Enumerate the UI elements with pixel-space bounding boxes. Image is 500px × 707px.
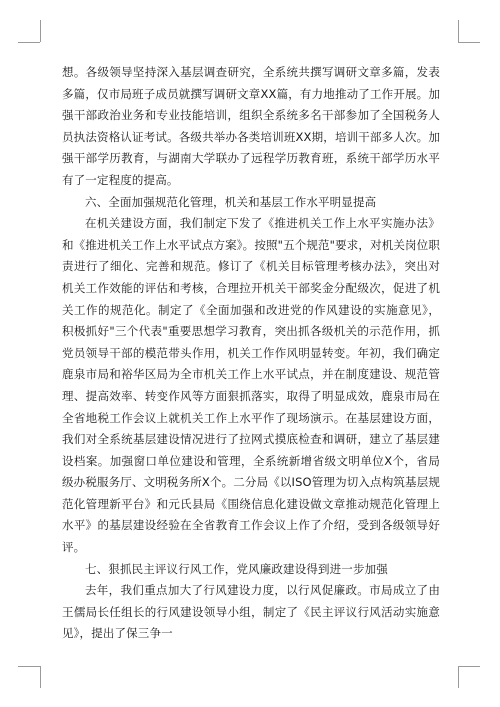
section-heading-7: 七、狠抓民主评议行风工作，党风廉政建设得到进一步加强 xyxy=(85,561,388,576)
paragraph-body: 在机关建设方面，我们制定下发了《推进机关工作上水平实施办法》和《推进机关工作上水平试点方案》。按照"五个规范"要求，对机关岗位职责进行了细化、完善和规范。修订了《机关目标管理考核办法》，突出对机关工作效能的评估和考核，合理拉开机关干部奖金分配级次，促进了机关工作的规范化。制定了《全面加强和改进党的作风建设的实施意见》，积极抓好"三个代表"重要思想学习教育，突出抓各级机关的示范作用，抓党员领导干部的模范带头作用，机关工作作风明显转变。年初，我们确定鹿泉市局和裕华区局为全市机关工作上水平试点，并在制度建设、规范管理、提高效率、转变作风等方面狠抓落实，取得了明显成效，鹿泉市局在全省地税工作会议上就机关工作上水平作了现场演示。在基层建设方面，我们对全系统基层建设情况进行了拉网式摸底检查和调研，建立了基层建设档案。加强窗口单位建设和管理，全系统新增省级文明单位X个，省局级办税服务厅、文明税务所X个。二分局《以ISO管理为切入点构筑基层规范化管理新平台》和元氏县局《围绕信息化建设做文章推动规范化管理上水平》的基层建设经验在全省教育工作会议上作了介绍，受到各级领导好评。 xyxy=(62,216,440,555)
paragraph-continuation: 想。各级领导坚持深入基层调查研究，全系统共撰写调研文章多篇，发表多篇，仅市局班子成员就撰写调研文章XX篇，有力地推动了工作开展。加强干部政治业务和专业技能培训，组织全系统多名干部参加了全国税务人员执法资格认证考试。各级共举办各类培训班XX期，培训干部多人次。加强干部学历教育，与湖南大学联办了远程学历教育班，系统干部学历水平有了一定程度的提高。 xyxy=(62,65,440,187)
paragraph-body: 去年，我们重点加大了行风建设力度，以行风促廉政。市局成立了由王儒局长任组长的行风建设领导小组，制定了《民主评议行风活动实施意见》，提出了保三争一 xyxy=(62,583,440,641)
section-heading-6: 六、全面加强规范化管理，机关和基层工作水平明显提高 xyxy=(85,194,377,209)
document-body xyxy=(62,62,440,645)
